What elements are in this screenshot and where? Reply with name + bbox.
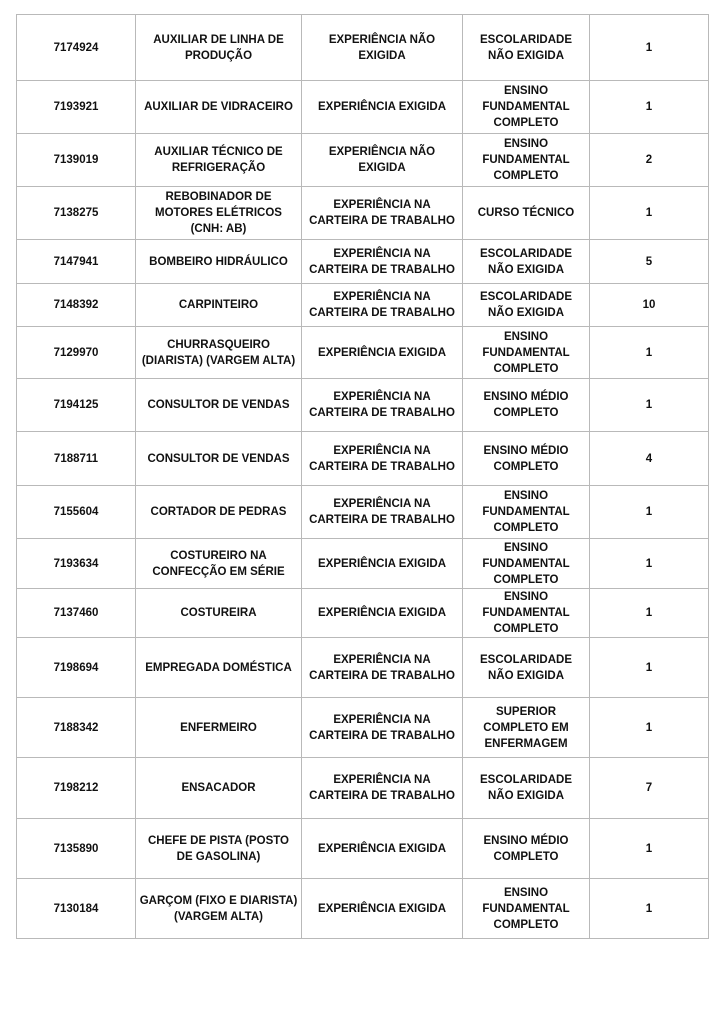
vacancies-cell: 4 — [590, 432, 709, 486]
job-title-cell: AUXILIAR DE LINHA DE PRODUÇÃO — [136, 15, 302, 81]
job-title-cell: GARÇOM (FIXO E DIARISTA) (VARGEM ALTA) — [136, 879, 302, 939]
education-cell: ESCOLARIDADE NÃO EXIGIDA — [463, 15, 590, 81]
vacancies-cell: 1 — [590, 638, 709, 698]
job-code-cell: 7188711 — [17, 432, 136, 486]
vacancies-cell: 1 — [590, 819, 709, 879]
experience-cell: EXPERIÊNCIA NA CARTEIRA DE TRABALHO — [302, 379, 463, 432]
experience-cell: EXPERIÊNCIA EXIGIDA — [302, 819, 463, 879]
table-row — [17, 819, 709, 879]
job-code-cell: 7147941 — [17, 240, 136, 284]
job-title-cell: EMPREGADA DOMÉSTICA — [136, 638, 302, 698]
experience-cell: EXPERIÊNCIA NÃO EXIGIDA — [302, 15, 463, 81]
experience-cell: EXPERIÊNCIA NA CARTEIRA DE TRABALHO — [302, 240, 463, 284]
job-code-cell: 7137460 — [17, 589, 136, 638]
table-row — [17, 638, 709, 698]
education-cell: ENSINO FUNDAMENTAL COMPLETO — [463, 327, 590, 379]
job-code-cell: 7139019 — [17, 134, 136, 187]
experience-cell: EXPERIÊNCIA NÃO EXIGIDA — [302, 134, 463, 187]
table-row — [17, 758, 709, 819]
education-cell: CURSO TÉCNICO — [463, 187, 590, 240]
job-title-cell: CONSULTOR DE VENDAS — [136, 432, 302, 486]
experience-cell: EXPERIÊNCIA NA CARTEIRA DE TRABALHO — [302, 638, 463, 698]
job-code-cell: 7193921 — [17, 81, 136, 134]
table-row — [17, 134, 709, 187]
vacancies-cell: 5 — [590, 240, 709, 284]
vacancies-cell: 1 — [590, 486, 709, 539]
education-cell: ENSINO FUNDAMENTAL COMPLETO — [463, 81, 590, 134]
vacancies-cell: 1 — [590, 379, 709, 432]
job-code-cell: 7148392 — [17, 284, 136, 327]
job-code-cell: 7193634 — [17, 539, 136, 589]
job-code-cell: 7135890 — [17, 819, 136, 879]
education-cell: ENSINO MÉDIO COMPLETO — [463, 819, 590, 879]
job-code-cell: 7194125 — [17, 379, 136, 432]
education-cell: ENSINO FUNDAMENTAL COMPLETO — [463, 486, 590, 539]
education-cell: ENSINO FUNDAMENTAL COMPLETO — [463, 589, 590, 638]
vacancies-cell: 1 — [590, 15, 709, 81]
vacancies-cell: 1 — [590, 539, 709, 589]
table-row — [17, 539, 709, 589]
job-title-cell: COSTUREIRA — [136, 589, 302, 638]
education-cell: ENSINO FUNDAMENTAL COMPLETO — [463, 539, 590, 589]
experience-cell: EXPERIÊNCIA NA CARTEIRA DE TRABALHO — [302, 758, 463, 819]
job-title-cell: ENFERMEIRO — [136, 698, 302, 758]
experience-cell: EXPERIÊNCIA EXIGIDA — [302, 81, 463, 134]
job-code-cell: 7198694 — [17, 638, 136, 698]
education-cell: ESCOLARIDADE NÃO EXIGIDA — [463, 240, 590, 284]
education-cell: SUPERIOR COMPLETO EM ENFERMAGEM — [463, 698, 590, 758]
job-code-cell: 7174924 — [17, 15, 136, 81]
experience-cell: EXPERIÊNCIA NA CARTEIRA DE TRABALHO — [302, 698, 463, 758]
education-cell: ESCOLARIDADE NÃO EXIGIDA — [463, 638, 590, 698]
table-row — [17, 240, 709, 284]
job-title-cell: COSTUREIRO NA CONFECÇÃO EM SÉRIE — [136, 539, 302, 589]
job-code-cell: 7138275 — [17, 187, 136, 240]
job-title-cell: BOMBEIRO HIDRÁULICO — [136, 240, 302, 284]
table-row — [17, 698, 709, 758]
vacancies-cell: 1 — [590, 589, 709, 638]
job-title-cell: CHEFE DE PISTA (POSTO DE GASOLINA) — [136, 819, 302, 879]
experience-cell: EXPERIÊNCIA EXIGIDA — [302, 879, 463, 939]
job-title-cell: ENSACADOR — [136, 758, 302, 819]
job-code-cell: 7129970 — [17, 327, 136, 379]
job-title-cell: CORTADOR DE PEDRAS — [136, 486, 302, 539]
table-row — [17, 284, 709, 327]
experience-cell: EXPERIÊNCIA NA CARTEIRA DE TRABALHO — [302, 486, 463, 539]
table-row — [17, 486, 709, 539]
job-code-cell: 7155604 — [17, 486, 136, 539]
experience-cell: EXPERIÊNCIA EXIGIDA — [302, 539, 463, 589]
table-row — [17, 589, 709, 638]
education-cell: ENSINO FUNDAMENTAL COMPLETO — [463, 134, 590, 187]
vacancies-cell: 1 — [590, 327, 709, 379]
education-cell: ENSINO FUNDAMENTAL COMPLETO — [463, 879, 590, 939]
table-row — [17, 327, 709, 379]
table-row — [17, 15, 709, 81]
experience-cell: EXPERIÊNCIA EXIGIDA — [302, 327, 463, 379]
job-title-cell: AUXILIAR TÉCNICO DE REFRIGERAÇÃO — [136, 134, 302, 187]
job-title-cell: CARPINTEIRO — [136, 284, 302, 327]
education-cell: ENSINO MÉDIO COMPLETO — [463, 432, 590, 486]
vacancies-cell: 1 — [590, 698, 709, 758]
education-cell: ENSINO MÉDIO COMPLETO — [463, 379, 590, 432]
job-code-cell: 7130184 — [17, 879, 136, 939]
vacancies-cell: 1 — [590, 81, 709, 134]
experience-cell: EXPERIÊNCIA NA CARTEIRA DE TRABALHO — [302, 284, 463, 327]
experience-cell: EXPERIÊNCIA EXIGIDA — [302, 589, 463, 638]
vacancies-cell: 10 — [590, 284, 709, 327]
job-code-cell: 7198212 — [17, 758, 136, 819]
experience-cell: EXPERIÊNCIA NA CARTEIRA DE TRABALHO — [302, 432, 463, 486]
education-cell: ESCOLARIDADE NÃO EXIGIDA — [463, 758, 590, 819]
table-row — [17, 879, 709, 939]
table-row — [17, 187, 709, 240]
experience-cell: EXPERIÊNCIA NA CARTEIRA DE TRABALHO — [302, 187, 463, 240]
job-title-cell: AUXILIAR DE VIDRACEIRO — [136, 81, 302, 134]
job-vacancies-table — [16, 14, 709, 939]
education-cell: ESCOLARIDADE NÃO EXIGIDA — [463, 284, 590, 327]
vacancies-cell: 2 — [590, 134, 709, 187]
job-title-cell: REBOBINADOR DE MOTORES ELÉTRICOS (CNH: AB) — [136, 187, 302, 240]
job-title-cell: CONSULTOR DE VENDAS — [136, 379, 302, 432]
job-code-cell: 7188342 — [17, 698, 136, 758]
table-row — [17, 432, 709, 486]
vacancies-cell: 1 — [590, 879, 709, 939]
vacancies-cell: 7 — [590, 758, 709, 819]
vacancies-cell: 1 — [590, 187, 709, 240]
table-row — [17, 81, 709, 134]
job-title-cell: CHURRASQUEIRO (DIARISTA) (VARGEM ALTA) — [136, 327, 302, 379]
table-row — [17, 379, 709, 432]
